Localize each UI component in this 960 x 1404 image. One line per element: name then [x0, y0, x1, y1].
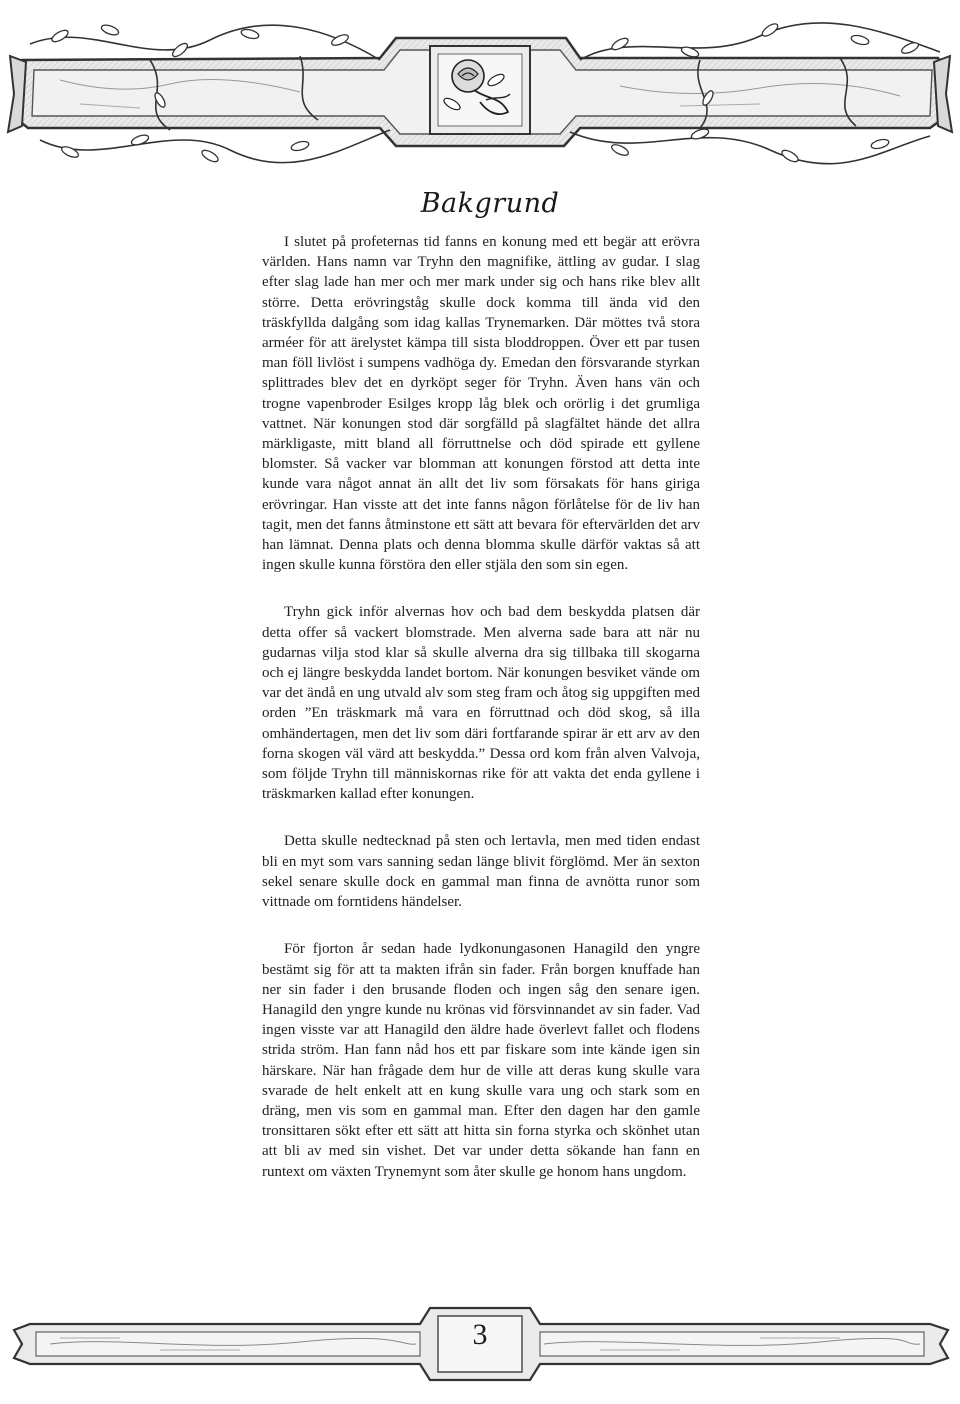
rose-icon	[430, 46, 530, 134]
header-banner	[0, 0, 960, 180]
paragraph-1: I slutet på profeternas tid fanns en konung med ett begär att erövra världen. Hans namn var Tryhn den magnifike, ättling av gudar. I slag efter slag lade han mer och mer mark under sig och hans rike blev allt större. Detta erövringståg skulle dock komma till ända vid den träskfyllda dalgång som idag kallas Trynemarken. Där möttes två stora arméer för att ärelystet kämpa till sista bloddroppen. Över ett par tusen man föll livlöst i sumpens vadhöga dy. Emedan den försvarande styrkan splittrades blev det en dyrköpt seger för Tryhn. Även hans vän och trogne vapenbroder Esilges kropp låg blek och orörlig i det grumliga vattnet. När konungen stod där sorgfälld på slagfältet hände det allra märkligaste, mitt bland all förruttnelse och död spirade ett gyllene blomster. Så vacker var blomman att konungen förstod att detta inte kunde vara något annat än allt det liv som försakats för hans giriga erövringar. Han visste att det inte fanns någon förlåtelse för de liv han tagit, men det fanns åtminstone ett sätt att bevara för eftervärlden det arv han lämnat. Denna plats och denna blomma skulle därför vaktas så att ingen skulle kunna förstöra den eller stjäla den som sin egen.	[262, 234, 700, 574]
paragraph-2: Tryhn gick inför alvernas hov och bad dem beskydda platsen där detta offer så vackert blomstrade. Men alverna sade bara att när nu gudarnas vilja stod klar så skulle alverna dra sig tillbaka till skogarna och ej längre beskydda landet bortom. När konungen besviket vände om var det ändå en ung utvald alv som steg fram och åtog sig uppgiften med orden ”En träskmark må vara en förruttnad och död skog, så illa omhändertagen, men det liv som däri fortfarande spirar är ett arv av den forna skogen väl värd att beskydda.” Dessa ord kom från alven Valvoja, som följde Tryhn till människornas rike för att vakta det enda gyllene i träskmarken kallad efter konungen.	[262, 604, 700, 803]
paragraph-4: För fjorton år sedan hade lydkonungasonen Hanagild den yngre bestämt sig för att ta makten ifrån sin fader. Från borgen knuffade han ner sin fader i den brusande floden och ingen såg den senare igen. Hanagild den yngre kunde nu krönas vid försvinnandet av sin fader. Vad ingen visste var att Hanagild den äldre hade överlevt fallet och flodens strida ström. Han fann nåd hos ett par fiskare som inte kände igen sin härskare. När han frågade dem hur de ville att deras kung skulle vara svarade de helt enkelt att en kung skulle vara ung och stark som en dräng, men vis som en gammal man. Efter den dagen har den gamle tronsittaren sökt efter ett sätt att hitta sin forna styrka och skönhet utan att bli av med sin vishet. Det var under detta sökande han fann en runtext om växten Trynemynt som åter skulle ge honom hans ungdom.	[262, 941, 700, 1180]
chapter-title: Bakgrund	[420, 188, 560, 219]
page-number: 3	[472, 1318, 488, 1351]
paragraph-3: Detta skulle nedtecknad på sten och lertavla, men med tiden endast bli en myt som vars sanning sedan länge blivit förglömd. Mer än sexton sekel senare skulle dock en gammal man finna de avnötta runor som vittnade om forntidens händelser.	[262, 833, 700, 911]
body-text	[262, 232, 700, 1209]
